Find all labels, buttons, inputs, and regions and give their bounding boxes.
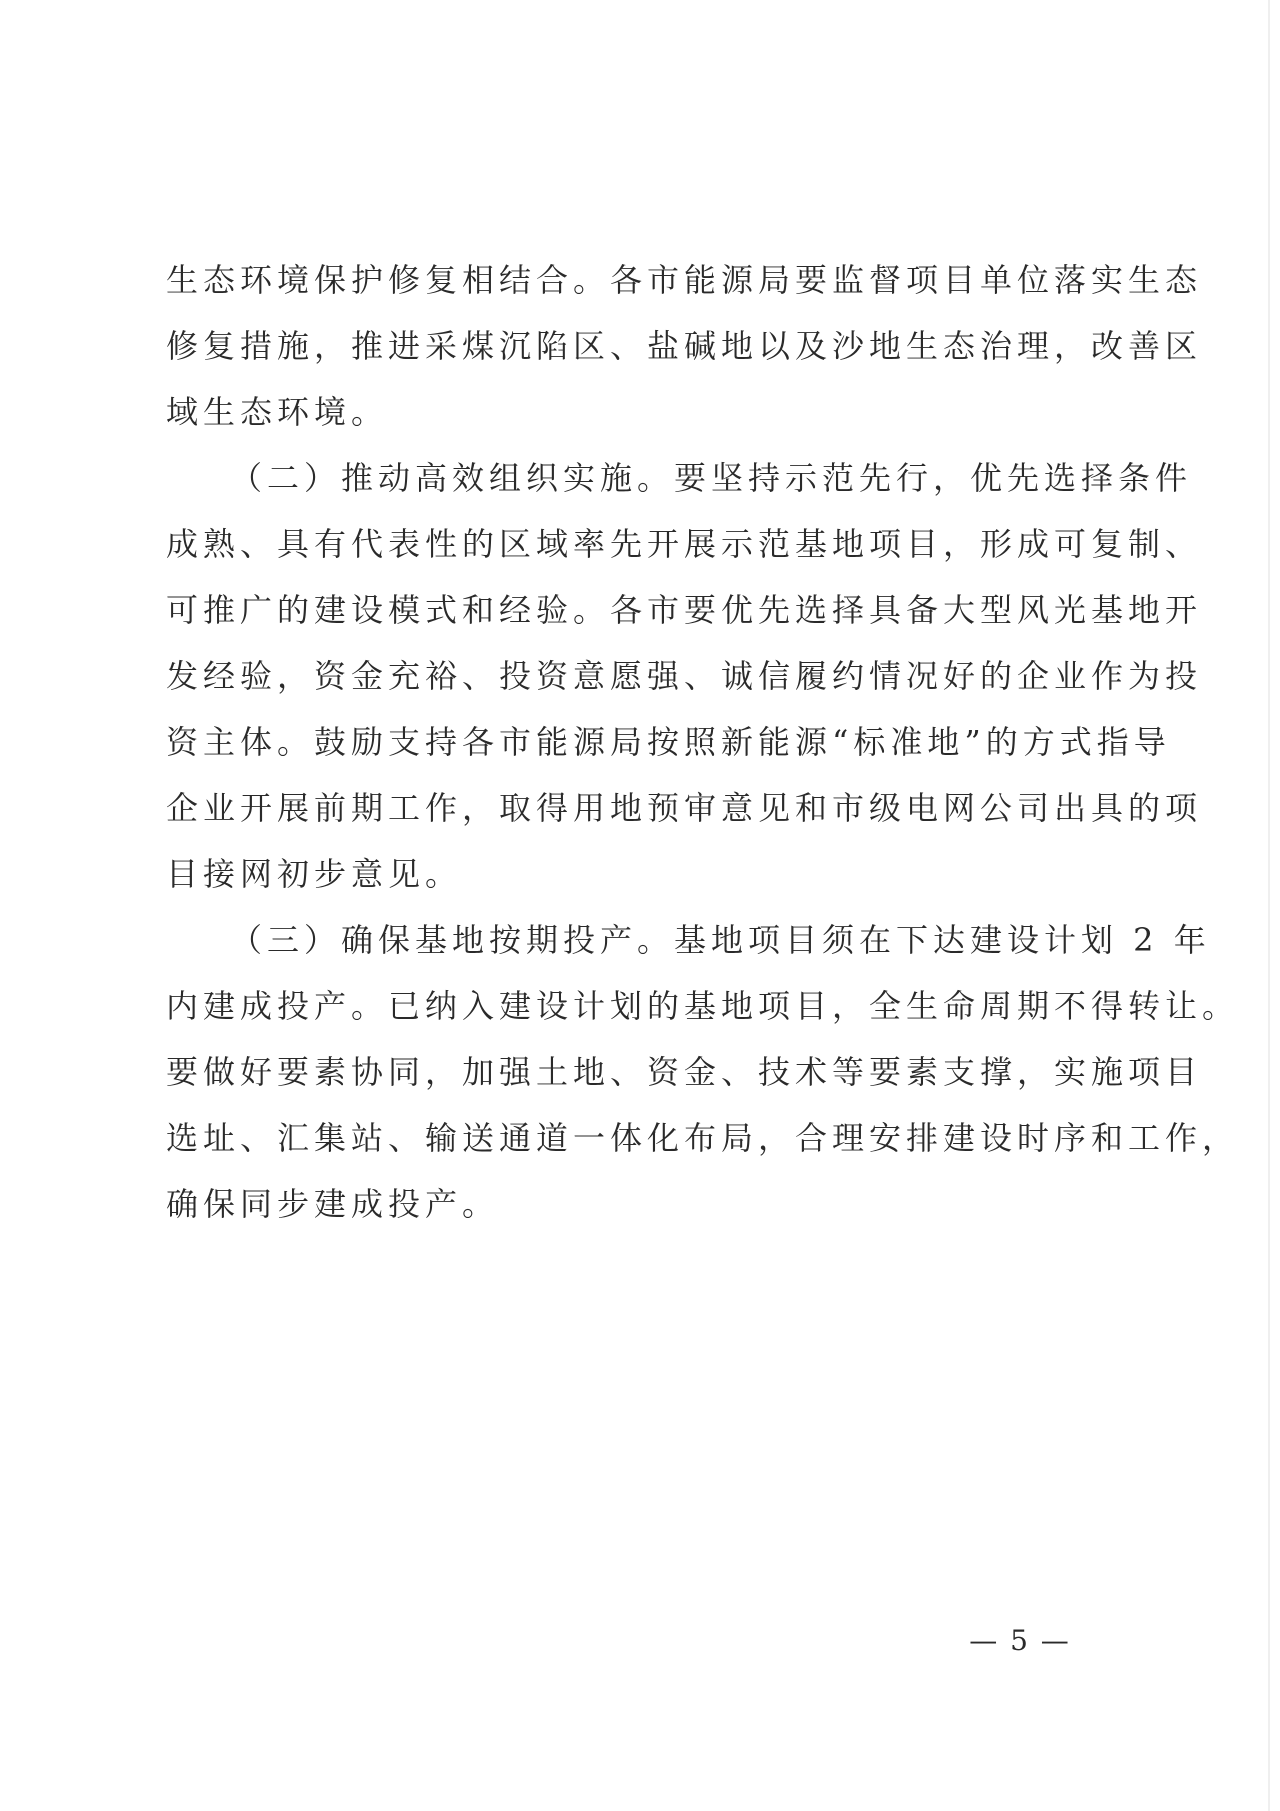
text-line: 确保同步建成投产。 xyxy=(166,1185,500,1223)
text-line: 资主体。鼓励支持各市能源局按照新能源“标准地”的方式指导 xyxy=(166,723,1171,761)
text-line: 企业开展前期工作，取得用地预审意见和市级电网公司出具的项 xyxy=(166,789,1203,827)
text-line: 目接网初步意见。 xyxy=(166,855,463,893)
text-line: （二）推动高效组织实施。要坚持示范先行，优先选择条件 xyxy=(230,459,1193,497)
text-line: 要做好要素协同，加强土地、资金、技术等要素支撑，实施项目 xyxy=(166,1053,1203,1091)
text-line: 域生态环境。 xyxy=(166,393,389,431)
text-line: 可推广的建设模式和经验。各市要优先选择具备大型风光基地开 xyxy=(166,591,1203,629)
text-line: 内建成投产。已纳入建设计划的基地项目，全生命周期不得转让。 xyxy=(166,987,1240,1025)
document-body xyxy=(166,247,1240,1237)
page-number: — 5 — xyxy=(969,1624,1071,1657)
text-line: 生态环境保护修复相结合。各市能源局要监督项目单位落实生态 xyxy=(166,261,1203,299)
text-line: 修复措施，推进采煤沉陷区、盐碱地以及沙地生态治理，改善区 xyxy=(166,327,1203,365)
paragraph-1 xyxy=(166,247,1203,445)
text-line: （三）确保基地按期投产。基地项目须在下达建设计划 2 年 xyxy=(230,921,1211,959)
paragraph-3 xyxy=(166,907,1240,1237)
paragraph-2 xyxy=(166,445,1203,907)
text-line: 成熟、具有代表性的区域率先开展示范基地项目，形成可复制、 xyxy=(166,525,1203,563)
page-edge-divider xyxy=(1268,0,1270,1811)
text-line: 选址、汇集站、输送通道一体化布局，合理安排建设时序和工作， xyxy=(166,1119,1240,1157)
text-line: 发经验，资金充裕、投资意愿强、诚信履约情况好的企业作为投 xyxy=(166,657,1203,695)
